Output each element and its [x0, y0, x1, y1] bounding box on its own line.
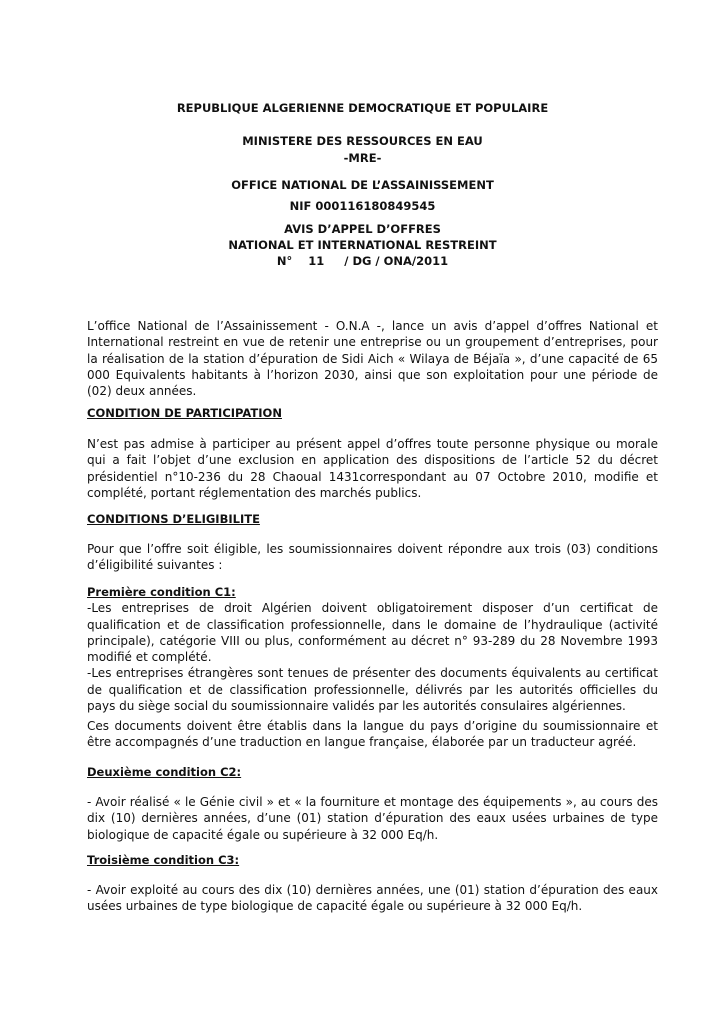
c2-text: - Avoir réalisé « le Génie civil » et « la fourniture et montage des équipements », au cours des dix (10) dernières années, d’une (01) station d’épuration des eaux usées urbaines de type biologique de capacité égale ou supérieure à 32 000 Eq/h.	[87, 795, 658, 842]
c3-body	[87, 882, 658, 915]
participation-heading: CONDITION DE PARTICIPATION	[87, 406, 282, 420]
c2-body	[87, 794, 658, 843]
c3-section	[87, 852, 658, 868]
eligibility-body	[87, 541, 658, 574]
c1-heading: Première condition C1:	[87, 585, 236, 599]
c3-heading: Troisième condition C3:	[87, 853, 240, 867]
c1-text-3: Ces documents doivent être établis dans la langue du pays d’origine du soumissionnaire et être accompagnés d’une traduction en langue française, élaborée par un traducteur agréé.	[87, 719, 658, 750]
header-avis: AVIS D’APPEL D’OFFRES	[284, 222, 441, 236]
eligibility-text: Pour que l’offre soit éligible, les soumissionnaires doivent répondre aux trois (03) conditions d’éligibilité suivantes :	[87, 542, 658, 573]
c2-heading: Deuxième condition C2:	[87, 765, 242, 779]
eligibility-section	[87, 511, 658, 527]
header-national: NATIONAL ET INTERNATIONAL RESTREINT	[228, 238, 497, 252]
intro-text: L’office National de l’Assainissement - O.N.A -, lance un avis d’appel d’offres National et International restreint en vue de retenir une entreprise ou un groupement d’entreprises, pour la réalisation de la station d’épuration de Sidi Aich « Wilaya de Béjaïa », d’une capacité de 65 000 Equivalents habitants à l’horizon 2030, ainsi que son exploitation pour une période de (02) deux années.	[87, 319, 658, 399]
participation-section	[87, 405, 658, 421]
c1-documents	[87, 718, 658, 751]
header-nif: NIF 000116180849545	[289, 199, 436, 213]
c3-text: - Avoir exploité au cours des dix (10) dernières années, une (01) station d’épuration des eaux usées urbaines de type biologique de capacité égale ou supérieure à 32 000 Eq/h.	[87, 883, 658, 914]
header-republic: REPUBLIQUE ALGERIENNE DEMOCRATIQUE ET POPULAIRE	[176, 101, 549, 115]
c2-section	[87, 764, 658, 780]
c1-text-2: -Les entreprises étrangères sont tenues de présenter des documents équivalents au certificat de qualification et de classification professionnelle, délivrés par les autorités officielles du pays du siège social du soumissionnaire validés par les autorités consulaires algériennes.	[87, 666, 658, 714]
header-office: OFFICE NATIONAL DE L’ASSAINISSEMENT	[231, 178, 494, 192]
header-ministry: MINISTERE DES RESSOURCES EN EAU	[242, 134, 483, 148]
header-number: N° 11 / DG / ONA/2011	[276, 254, 449, 268]
participation-body	[87, 436, 658, 501]
participation-text: N’est pas admise à participer au présent appel d’offres toute personne physique ou morale qui a fait l’objet d’une exclusion en application des dispositions de l’article 52 du décret présidentiel n°10-236 du 28 Chaoual 1431correspondant au 07 Octobre 2010, modifie et complété, portant réglementation des marchés publics.	[87, 437, 658, 500]
header-mre: -MRE-	[343, 151, 382, 165]
c1-section	[87, 584, 658, 714]
intro-paragraph	[87, 318, 658, 399]
c1-text-1: -Les entreprises de droit Algérien doivent obligatoirement disposer d’un certificat de qualification et de classification professionnelle, dans le domaine de l’hydraulique (activité principale), catégorie VIII ou plus, conformément au décret n° 93-289 du 28 Novembre 1993 modifié et complété.	[87, 601, 658, 665]
eligibility-heading: CONDITIONS D’ELIGIBILITE	[87, 512, 260, 526]
